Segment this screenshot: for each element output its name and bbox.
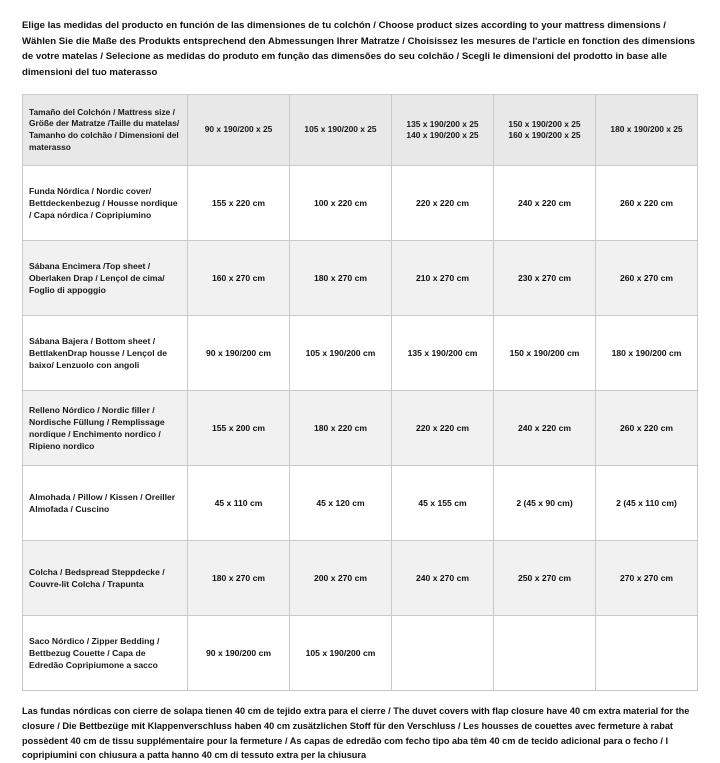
- row-value: 220 x 220 cm: [392, 391, 494, 466]
- row-value: 2 (45 x 90 cm): [494, 466, 596, 541]
- size-table: [22, 94, 698, 691]
- table-row: [23, 541, 698, 616]
- table-header-row: [23, 95, 698, 166]
- row-label: Saco Nórdico / Zipper Bedding / Bettbezug Couette / Capa de Edredão Copripiumone a sacco: [23, 616, 188, 691]
- header-col-5: 180 x 190/200 x 25: [596, 95, 698, 166]
- row-value: 230 x 270 cm: [494, 241, 596, 316]
- row-value: 270 x 270 cm: [596, 541, 698, 616]
- size-table-body: [23, 95, 698, 691]
- row-value: 45 x 120 cm: [290, 466, 392, 541]
- row-value: [392, 616, 494, 691]
- row-value: 180 x 270 cm: [188, 541, 290, 616]
- table-row: [23, 466, 698, 541]
- row-value: 2 (45 x 110 cm): [596, 466, 698, 541]
- row-value: 210 x 270 cm: [392, 241, 494, 316]
- row-value: 220 x 220 cm: [392, 166, 494, 241]
- row-value: 155 x 200 cm: [188, 391, 290, 466]
- header-col-4: 150 x 190/200 x 25 160 x 190/200 x 25: [494, 95, 596, 166]
- row-label: Funda Nórdica / Nordic cover/ Bettdeckenbezug / Housse nordique / Capa nórdica / Copripiumino: [23, 166, 188, 241]
- row-value: 155 x 220 cm: [188, 166, 290, 241]
- row-value: 240 x 220 cm: [494, 391, 596, 466]
- header-col-3: 135 x 190/200 x 25 140 x 190/200 x 25: [392, 95, 494, 166]
- row-value: 150 x 190/200 cm: [494, 316, 596, 391]
- table-row: [23, 616, 698, 691]
- row-value: 250 x 270 cm: [494, 541, 596, 616]
- row-value: 45 x 110 cm: [188, 466, 290, 541]
- row-value: [596, 616, 698, 691]
- row-value: 180 x 220 cm: [290, 391, 392, 466]
- row-value: 180 x 190/200 cm: [596, 316, 698, 391]
- intro-text: Elige las medidas del producto en función de las dimensiones de tu colchón / Choose product sizes according to your mattress dimensions / Wählen Sie die Maße des Produkts entsprechend den Abmessungen Ihrer Matratze / Choisissez les mesures de l'article en fonction des dimensions de votre matelas / Selecione as medidas do produto em função das dimensões do seu colchão / Scegli le dimensioni del prodotto in base alle dimensioni del tuo materasso: [22, 20, 696, 78]
- row-value: 260 x 220 cm: [596, 391, 698, 466]
- row-value: 240 x 270 cm: [392, 541, 494, 616]
- table-row: [23, 241, 698, 316]
- row-value: [494, 616, 596, 691]
- row-label: Almohada / Pillow / Kissen / Oreiller Almofada / Cuscino: [23, 466, 188, 541]
- row-value: 180 x 270 cm: [290, 241, 392, 316]
- row-value: 100 x 220 cm: [290, 166, 392, 241]
- header-col-1: 90 x 190/200 x 25: [188, 95, 290, 166]
- row-label: Sábana Bajera / Bottom sheet / BettlakenDrap housse / Lençol de baixo/ Lenzuolo con angoli: [23, 316, 188, 391]
- table-row: [23, 316, 698, 391]
- row-label: Sábana Encimera /Top sheet / Oberlaken Drap / Lençol de cima/ Foglio di appoggio: [23, 241, 188, 316]
- row-label: Relleno Nórdico / Nordic filler / Nordische Füllung / Remplissage nordique / Enchimento nordico / Ripieno nordico: [23, 391, 188, 466]
- row-label: Colcha / Bedspread Steppdecke / Couvre-lit Colcha / Trapunta: [23, 541, 188, 616]
- row-value: 105 x 190/200 cm: [290, 616, 392, 691]
- row-value: 90 x 190/200 cm: [188, 316, 290, 391]
- row-value: 160 x 270 cm: [188, 241, 290, 316]
- header-mattress-size-label: Tamaño del Colchón / Mattress size / Größe der Matratze /Taille du matelas/ Tamanho do colchão / Dimensioni del materasso: [23, 95, 188, 166]
- footnote-text: Las fundas nórdicas con cierre de solapa tienen 40 cm de tejido extra para el cierre / The duvet covers with flap closure have 40 cm extra material for the closure / Die Bettbezüge mit Klappenverschluss haben 40 cm zusätzlichen Stoff für den Verschluss / Les housses de couettes avec fermeture à rabat possèdent 40 cm de tissu supplémentaire pour la fermeture / As capas de edredão com fecho tipo aba têm 40 cm de tecido adicional para o fecho / I copripiumini con chiusura a patta hanno 40 cm di tessuto extra per la chiusura: [22, 706, 690, 761]
- table-row: [23, 166, 698, 241]
- table-row: [23, 391, 698, 466]
- row-value: 260 x 220 cm: [596, 166, 698, 241]
- header-col-2: 105 x 190/200 x 25: [290, 95, 392, 166]
- row-value: 135 x 190/200 cm: [392, 316, 494, 391]
- row-value: 45 x 155 cm: [392, 466, 494, 541]
- row-value: 90 x 190/200 cm: [188, 616, 290, 691]
- row-value: 240 x 220 cm: [494, 166, 596, 241]
- row-value: 260 x 270 cm: [596, 241, 698, 316]
- row-value: 105 x 190/200 cm: [290, 316, 392, 391]
- row-value: 200 x 270 cm: [290, 541, 392, 616]
